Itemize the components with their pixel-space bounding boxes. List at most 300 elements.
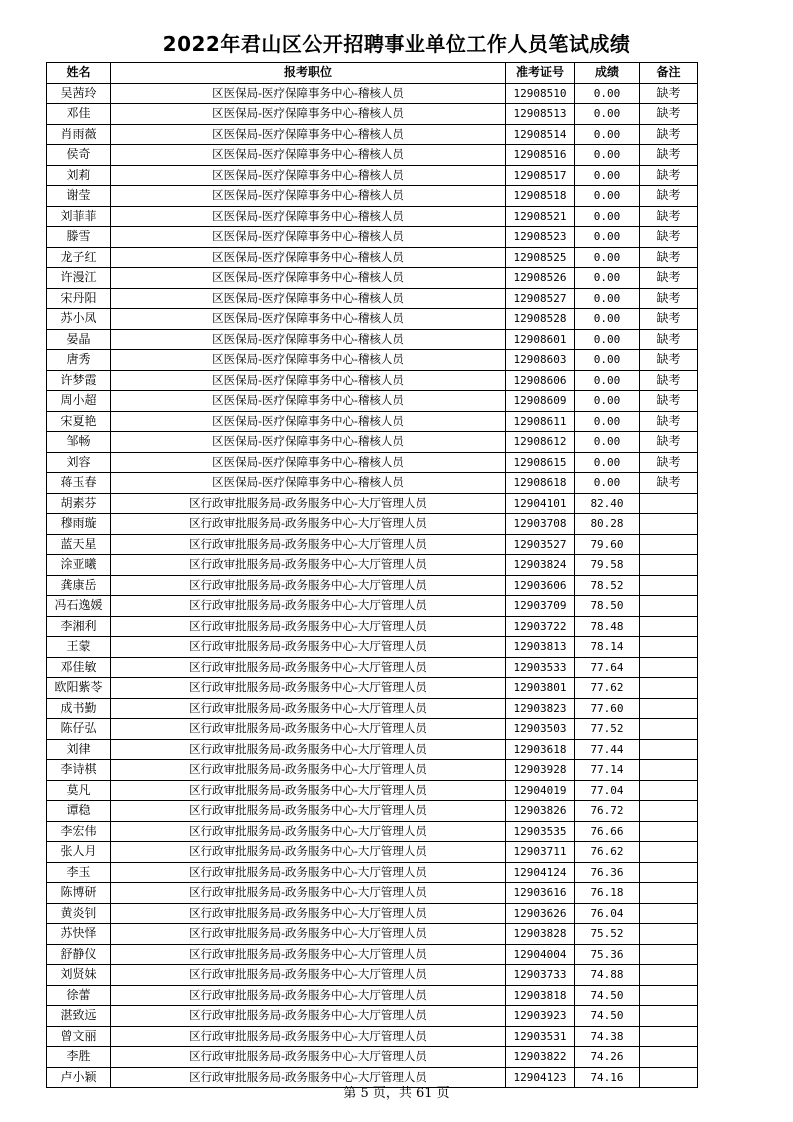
cell-position: 区行政审批服务局-政务服务中心-大厅管理人员 xyxy=(111,985,506,1006)
cell-score: 78.14 xyxy=(575,637,640,658)
cell-note xyxy=(640,760,698,781)
cell-note xyxy=(640,965,698,986)
table-row xyxy=(47,411,698,432)
cell-position: 区医保局-医疗保障事务中心-稽核人员 xyxy=(111,268,506,289)
cell-name: 苏快怿 xyxy=(47,924,111,945)
cell-exam-id: 12903711 xyxy=(506,842,575,863)
cell-position: 区医保局-医疗保障事务中心-稽核人员 xyxy=(111,186,506,207)
cell-score: 78.48 xyxy=(575,616,640,637)
cell-exam-id: 12904004 xyxy=(506,944,575,965)
table-row xyxy=(47,637,698,658)
table-row xyxy=(47,309,698,330)
cell-position: 区行政审批服务局-政务服务中心-大厅管理人员 xyxy=(111,1026,506,1047)
cell-score: 77.62 xyxy=(575,678,640,699)
table-row xyxy=(47,862,698,883)
cell-position: 区医保局-医疗保障事务中心-稽核人员 xyxy=(111,329,506,350)
table-row xyxy=(47,678,698,699)
cell-position: 区行政审批服务局-政务服务中心-大厅管理人员 xyxy=(111,1067,506,1088)
cell-name: 湛致远 xyxy=(47,1006,111,1027)
cell-name: 邓佳 xyxy=(47,104,111,125)
cell-exam-id: 12908528 xyxy=(506,309,575,330)
cell-name: 徐蕾 xyxy=(47,985,111,1006)
column-header-note: 备注 xyxy=(640,63,698,84)
cell-name: 吴茜玲 xyxy=(47,83,111,104)
cell-note xyxy=(640,924,698,945)
cell-note xyxy=(640,1026,698,1047)
cell-note xyxy=(640,842,698,863)
cell-note xyxy=(640,596,698,617)
cell-name: 晏晶 xyxy=(47,329,111,350)
table-row xyxy=(47,944,698,965)
cell-position: 区医保局-医疗保障事务中心-稽核人员 xyxy=(111,227,506,248)
cell-exam-id: 12904123 xyxy=(506,1067,575,1088)
cell-score: 0.00 xyxy=(575,329,640,350)
cell-score: 0.00 xyxy=(575,247,640,268)
cell-score: 74.88 xyxy=(575,965,640,986)
cell-position: 区行政审批服务局-政务服务中心-大厅管理人员 xyxy=(111,575,506,596)
cell-score: 74.16 xyxy=(575,1067,640,1088)
table-row xyxy=(47,391,698,412)
cell-score: 75.36 xyxy=(575,944,640,965)
cell-note: 缺考 xyxy=(640,288,698,309)
cell-note xyxy=(640,514,698,535)
cell-position: 区行政审批服务局-政务服务中心-大厅管理人员 xyxy=(111,657,506,678)
cell-exam-id: 12908527 xyxy=(506,288,575,309)
cell-exam-id: 12908618 xyxy=(506,473,575,494)
cell-exam-id: 12903709 xyxy=(506,596,575,617)
column-header-score: 成绩 xyxy=(575,63,640,84)
cell-note xyxy=(640,555,698,576)
cell-note xyxy=(640,985,698,1006)
cell-score: 0.00 xyxy=(575,411,640,432)
cell-score: 78.50 xyxy=(575,596,640,617)
cell-exam-id: 12904101 xyxy=(506,493,575,514)
cell-position: 区医保局-医疗保障事务中心-稽核人员 xyxy=(111,165,506,186)
cell-score: 82.40 xyxy=(575,493,640,514)
cell-name: 唐秀 xyxy=(47,350,111,371)
cell-name: 曾文丽 xyxy=(47,1026,111,1047)
cell-note xyxy=(640,883,698,904)
cell-exam-id: 12903503 xyxy=(506,719,575,740)
cell-exam-id: 12903618 xyxy=(506,739,575,760)
table-row xyxy=(47,493,698,514)
cell-note: 缺考 xyxy=(640,452,698,473)
cell-name: 胡素芬 xyxy=(47,493,111,514)
cell-name: 冯石逸媛 xyxy=(47,596,111,617)
cell-position: 区行政审批服务局-政务服务中心-大厅管理人员 xyxy=(111,903,506,924)
cell-name: 李玉 xyxy=(47,862,111,883)
cell-position: 区行政审批服务局-政务服务中心-大厅管理人员 xyxy=(111,493,506,514)
cell-exam-id: 12908517 xyxy=(506,165,575,186)
cell-note xyxy=(640,678,698,699)
cell-exam-id: 12908514 xyxy=(506,124,575,145)
table-row xyxy=(47,821,698,842)
cell-position: 区医保局-医疗保障事务中心-稽核人员 xyxy=(111,83,506,104)
cell-score: 0.00 xyxy=(575,227,640,248)
cell-exam-id: 12908609 xyxy=(506,391,575,412)
cell-name: 涂亚曦 xyxy=(47,555,111,576)
cell-score: 77.14 xyxy=(575,760,640,781)
table-row xyxy=(47,1026,698,1047)
cell-name: 刘莉 xyxy=(47,165,111,186)
table-row xyxy=(47,165,698,186)
table-row xyxy=(47,329,698,350)
cell-exam-id: 12903822 xyxy=(506,1047,575,1068)
cell-score: 74.50 xyxy=(575,985,640,1006)
table-row xyxy=(47,432,698,453)
cell-score: 0.00 xyxy=(575,288,640,309)
cell-name: 欧阳紫苓 xyxy=(47,678,111,699)
cell-exam-id: 12908615 xyxy=(506,452,575,473)
cell-note: 缺考 xyxy=(640,124,698,145)
cell-name: 宋丹阳 xyxy=(47,288,111,309)
cell-exam-id: 12908611 xyxy=(506,411,575,432)
table-row xyxy=(47,83,698,104)
cell-score: 77.04 xyxy=(575,780,640,801)
cell-name: 李诗棋 xyxy=(47,760,111,781)
table-row xyxy=(47,883,698,904)
table-row xyxy=(47,370,698,391)
cell-position: 区行政审批服务局-政务服务中心-大厅管理人员 xyxy=(111,842,506,863)
cell-position: 区行政审批服务局-政务服务中心-大厅管理人员 xyxy=(111,780,506,801)
table-row xyxy=(47,247,698,268)
cell-position: 区医保局-医疗保障事务中心-稽核人员 xyxy=(111,473,506,494)
table-row xyxy=(47,965,698,986)
cell-exam-id: 12904124 xyxy=(506,862,575,883)
cell-note xyxy=(640,1006,698,1027)
cell-note xyxy=(640,862,698,883)
table-row xyxy=(47,268,698,289)
cell-name: 邹畅 xyxy=(47,432,111,453)
cell-position: 区医保局-医疗保障事务中心-稽核人员 xyxy=(111,124,506,145)
table-row xyxy=(47,534,698,555)
cell-exam-id: 12904019 xyxy=(506,780,575,801)
cell-name: 李宏伟 xyxy=(47,821,111,842)
cell-score: 79.58 xyxy=(575,555,640,576)
cell-note: 缺考 xyxy=(640,411,698,432)
cell-position: 区行政审批服务局-政务服务中心-大厅管理人员 xyxy=(111,698,506,719)
column-header-name: 姓名 xyxy=(47,63,111,84)
cell-note xyxy=(640,739,698,760)
cell-note: 缺考 xyxy=(640,473,698,494)
cell-exam-id: 12903923 xyxy=(506,1006,575,1027)
cell-position: 区医保局-医疗保障事务中心-稽核人员 xyxy=(111,370,506,391)
table-row xyxy=(47,985,698,1006)
cell-note: 缺考 xyxy=(640,104,698,125)
table-row xyxy=(47,104,698,125)
cell-position: 区医保局-医疗保障事务中心-稽核人员 xyxy=(111,350,506,371)
cell-exam-id: 12903527 xyxy=(506,534,575,555)
cell-score: 77.52 xyxy=(575,719,640,740)
cell-name: 滕雪 xyxy=(47,227,111,248)
cell-name: 许漫江 xyxy=(47,268,111,289)
cell-note xyxy=(640,575,698,596)
cell-exam-id: 12903533 xyxy=(506,657,575,678)
cell-exam-id: 12908518 xyxy=(506,186,575,207)
cell-name: 蒋玉春 xyxy=(47,473,111,494)
table-row xyxy=(47,698,698,719)
cell-exam-id: 12908526 xyxy=(506,268,575,289)
cell-score: 0.00 xyxy=(575,165,640,186)
table-row xyxy=(47,473,698,494)
cell-exam-id: 12903722 xyxy=(506,616,575,637)
cell-name: 龙子红 xyxy=(47,247,111,268)
cell-note: 缺考 xyxy=(640,329,698,350)
table-body xyxy=(47,83,698,1088)
cell-exam-id: 12903824 xyxy=(506,555,575,576)
cell-position: 区医保局-医疗保障事务中心-稽核人员 xyxy=(111,288,506,309)
scores-table xyxy=(46,62,698,1088)
cell-note xyxy=(640,698,698,719)
cell-exam-id: 12903531 xyxy=(506,1026,575,1047)
cell-name: 陈博研 xyxy=(47,883,111,904)
cell-position: 区医保局-医疗保障事务中心-稽核人员 xyxy=(111,104,506,125)
table-row xyxy=(47,1047,698,1068)
cell-score: 74.50 xyxy=(575,1006,640,1027)
cell-position: 区行政审批服务局-政务服务中心-大厅管理人员 xyxy=(111,883,506,904)
cell-score: 80.28 xyxy=(575,514,640,535)
cell-name: 舒静仪 xyxy=(47,944,111,965)
cell-name: 刘菲菲 xyxy=(47,206,111,227)
cell-score: 76.18 xyxy=(575,883,640,904)
table-row xyxy=(47,739,698,760)
cell-name: 周小超 xyxy=(47,391,111,412)
cell-note: 缺考 xyxy=(640,247,698,268)
cell-note: 缺考 xyxy=(640,309,698,330)
table-row xyxy=(47,842,698,863)
cell-position: 区行政审批服务局-政务服务中心-大厅管理人员 xyxy=(111,965,506,986)
cell-position: 区行政审批服务局-政务服务中心-大厅管理人员 xyxy=(111,534,506,555)
cell-position: 区行政审批服务局-政务服务中心-大厅管理人员 xyxy=(111,719,506,740)
cell-exam-id: 12908516 xyxy=(506,145,575,166)
cell-score: 76.36 xyxy=(575,862,640,883)
cell-position: 区行政审批服务局-政务服务中心-大厅管理人员 xyxy=(111,801,506,822)
table-row xyxy=(47,206,698,227)
cell-exam-id: 12908606 xyxy=(506,370,575,391)
cell-position: 区医保局-医疗保障事务中心-稽核人员 xyxy=(111,309,506,330)
cell-note xyxy=(640,534,698,555)
cell-position: 区医保局-医疗保障事务中心-稽核人员 xyxy=(111,411,506,432)
cell-score: 0.00 xyxy=(575,104,640,125)
cell-score: 0.00 xyxy=(575,473,640,494)
table-row xyxy=(47,657,698,678)
table-row xyxy=(47,616,698,637)
page-title: 2022年君山区公开招聘事业单位工作人员笔试成绩 xyxy=(162,32,631,56)
cell-position: 区医保局-医疗保障事务中心-稽核人员 xyxy=(111,145,506,166)
table-row xyxy=(47,350,698,371)
column-header-position: 报考职位 xyxy=(111,63,506,84)
cell-exam-id: 12903535 xyxy=(506,821,575,842)
cell-note xyxy=(640,493,698,514)
cell-score: 74.38 xyxy=(575,1026,640,1047)
cell-exam-id: 12908521 xyxy=(506,206,575,227)
table-row xyxy=(47,555,698,576)
cell-name: 肖雨薇 xyxy=(47,124,111,145)
cell-score: 0.00 xyxy=(575,452,640,473)
cell-name: 陈仔弘 xyxy=(47,719,111,740)
cell-score: 0.00 xyxy=(575,83,640,104)
page-footer: 第 5 页，共 61 页 xyxy=(343,1086,450,1101)
cell-note: 缺考 xyxy=(640,432,698,453)
cell-score: 75.52 xyxy=(575,924,640,945)
cell-note: 缺考 xyxy=(640,83,698,104)
cell-exam-id: 12903823 xyxy=(506,698,575,719)
cell-name: 苏小凤 xyxy=(47,309,111,330)
cell-exam-id: 12903708 xyxy=(506,514,575,535)
cell-exam-id: 12903826 xyxy=(506,801,575,822)
cell-score: 77.64 xyxy=(575,657,640,678)
cell-exam-id: 12903828 xyxy=(506,924,575,945)
cell-name: 李胜 xyxy=(47,1047,111,1068)
cell-exam-id: 12903733 xyxy=(506,965,575,986)
cell-score: 77.60 xyxy=(575,698,640,719)
cell-exam-id: 12908612 xyxy=(506,432,575,453)
cell-score: 0.00 xyxy=(575,186,640,207)
cell-exam-id: 12908510 xyxy=(506,83,575,104)
cell-note: 缺考 xyxy=(640,370,698,391)
cell-position: 区医保局-医疗保障事务中心-稽核人员 xyxy=(111,452,506,473)
cell-position: 区医保局-医疗保障事务中心-稽核人员 xyxy=(111,391,506,412)
cell-note: 缺考 xyxy=(640,206,698,227)
cell-exam-id: 12908513 xyxy=(506,104,575,125)
cell-name: 黄炎钊 xyxy=(47,903,111,924)
cell-note xyxy=(640,801,698,822)
cell-position: 区行政审批服务局-政务服务中心-大厅管理人员 xyxy=(111,924,506,945)
cell-position: 区行政审批服务局-政务服务中心-大厅管理人员 xyxy=(111,739,506,760)
cell-exam-id: 12903616 xyxy=(506,883,575,904)
cell-name: 王蒙 xyxy=(47,637,111,658)
table-row xyxy=(47,903,698,924)
cell-name: 刘律 xyxy=(47,739,111,760)
cell-note xyxy=(640,637,698,658)
cell-note: 缺考 xyxy=(640,350,698,371)
cell-position: 区行政审批服务局-政务服务中心-大厅管理人员 xyxy=(111,514,506,535)
cell-score: 0.00 xyxy=(575,350,640,371)
cell-exam-id: 12903818 xyxy=(506,985,575,1006)
cell-position: 区行政审批服务局-政务服务中心-大厅管理人员 xyxy=(111,862,506,883)
cell-score: 0.00 xyxy=(575,145,640,166)
cell-score: 0.00 xyxy=(575,309,640,330)
cell-note: 缺考 xyxy=(640,227,698,248)
cell-name: 龚康岳 xyxy=(47,575,111,596)
cell-note: 缺考 xyxy=(640,268,698,289)
cell-position: 区行政审批服务局-政务服务中心-大厅管理人员 xyxy=(111,1047,506,1068)
cell-exam-id: 12908525 xyxy=(506,247,575,268)
cell-exam-id: 12903626 xyxy=(506,903,575,924)
table-row xyxy=(47,227,698,248)
column-header-exam-id: 准考证号 xyxy=(506,63,575,84)
cell-position: 区行政审批服务局-政务服务中心-大厅管理人员 xyxy=(111,637,506,658)
cell-score: 0.00 xyxy=(575,206,640,227)
cell-note xyxy=(640,616,698,637)
table-row xyxy=(47,514,698,535)
table-row xyxy=(47,575,698,596)
table-row xyxy=(47,924,698,945)
cell-exam-id: 12908601 xyxy=(506,329,575,350)
cell-score: 0.00 xyxy=(575,370,640,391)
cell-note xyxy=(640,821,698,842)
cell-name: 刘容 xyxy=(47,452,111,473)
table-header-row xyxy=(47,63,698,84)
cell-score: 78.52 xyxy=(575,575,640,596)
cell-exam-id: 12908603 xyxy=(506,350,575,371)
cell-name: 穆雨璇 xyxy=(47,514,111,535)
cell-name: 成书勤 xyxy=(47,698,111,719)
cell-exam-id: 12903928 xyxy=(506,760,575,781)
cell-score: 76.62 xyxy=(575,842,640,863)
cell-name: 卢小颖 xyxy=(47,1067,111,1088)
cell-position: 区行政审批服务局-政务服务中心-大厅管理人员 xyxy=(111,616,506,637)
cell-note: 缺考 xyxy=(640,391,698,412)
cell-score: 0.00 xyxy=(575,268,640,289)
cell-note xyxy=(640,657,698,678)
cell-position: 区行政审批服务局-政务服务中心-大厅管理人员 xyxy=(111,555,506,576)
table-row xyxy=(47,780,698,801)
cell-position: 区行政审批服务局-政务服务中心-大厅管理人员 xyxy=(111,1006,506,1027)
cell-exam-id: 12903813 xyxy=(506,637,575,658)
cell-score: 0.00 xyxy=(575,124,640,145)
cell-name: 邓佳敏 xyxy=(47,657,111,678)
cell-name: 蓝天星 xyxy=(47,534,111,555)
cell-position: 区行政审批服务局-政务服务中心-大厅管理人员 xyxy=(111,944,506,965)
cell-position: 区行政审批服务局-政务服务中心-大厅管理人员 xyxy=(111,760,506,781)
cell-name: 李湘利 xyxy=(47,616,111,637)
cell-note: 缺考 xyxy=(640,186,698,207)
table-row xyxy=(47,801,698,822)
cell-score: 77.44 xyxy=(575,739,640,760)
table-row xyxy=(47,1006,698,1027)
cell-name: 谢莹 xyxy=(47,186,111,207)
cell-note xyxy=(640,719,698,740)
table-row xyxy=(47,145,698,166)
cell-name: 张人月 xyxy=(47,842,111,863)
cell-name: 宋夏艳 xyxy=(47,411,111,432)
table-row xyxy=(47,288,698,309)
cell-position: 区医保局-医疗保障事务中心-稽核人员 xyxy=(111,206,506,227)
cell-position: 区行政审批服务局-政务服务中心-大厅管理人员 xyxy=(111,821,506,842)
cell-note: 缺考 xyxy=(640,165,698,186)
cell-note xyxy=(640,780,698,801)
cell-score: 0.00 xyxy=(575,391,640,412)
cell-name: 许梦霞 xyxy=(47,370,111,391)
cell-note: 缺考 xyxy=(640,145,698,166)
cell-score: 76.04 xyxy=(575,903,640,924)
cell-score: 0.00 xyxy=(575,432,640,453)
cell-exam-id: 12903801 xyxy=(506,678,575,699)
table-row xyxy=(47,719,698,740)
cell-name: 刘贤妹 xyxy=(47,965,111,986)
cell-note xyxy=(640,944,698,965)
cell-name: 谭稳 xyxy=(47,801,111,822)
cell-name: 莫凡 xyxy=(47,780,111,801)
table-row xyxy=(47,452,698,473)
table-row xyxy=(47,186,698,207)
cell-name: 侯奇 xyxy=(47,145,111,166)
cell-note xyxy=(640,1047,698,1068)
table-row xyxy=(47,124,698,145)
table-row xyxy=(47,760,698,781)
cell-score: 74.26 xyxy=(575,1047,640,1068)
cell-position: 区行政审批服务局-政务服务中心-大厅管理人员 xyxy=(111,678,506,699)
cell-score: 76.72 xyxy=(575,801,640,822)
table-row xyxy=(47,596,698,617)
cell-score: 76.66 xyxy=(575,821,640,842)
cell-score: 79.60 xyxy=(575,534,640,555)
cell-note xyxy=(640,903,698,924)
cell-position: 区医保局-医疗保障事务中心-稽核人员 xyxy=(111,432,506,453)
cell-position: 区行政审批服务局-政务服务中心-大厅管理人员 xyxy=(111,596,506,617)
cell-exam-id: 12908523 xyxy=(506,227,575,248)
